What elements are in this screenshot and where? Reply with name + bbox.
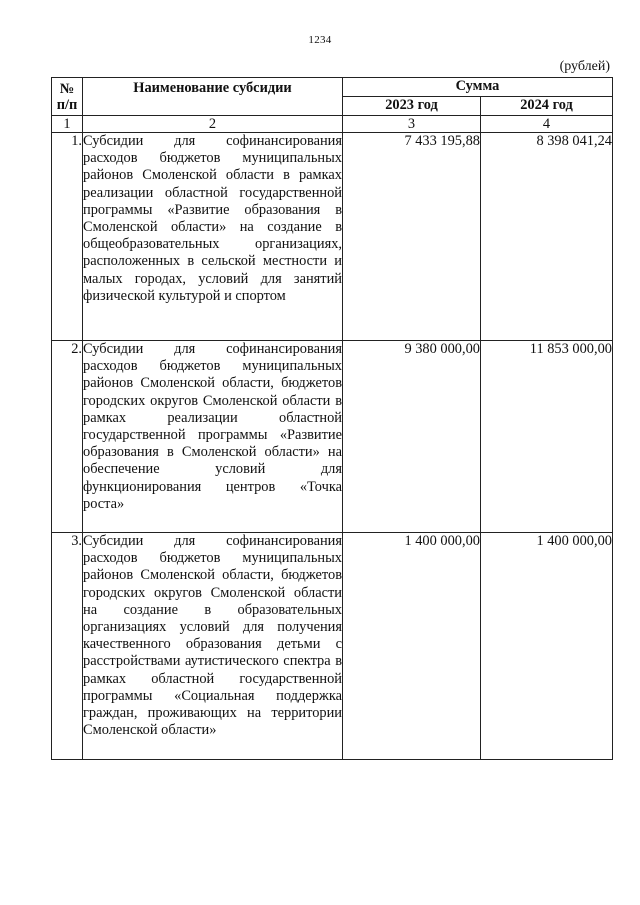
column-index: 4 — [481, 116, 613, 133]
header-sum: Сумма — [343, 78, 613, 97]
header-year-2023: 2023 год — [343, 97, 481, 116]
amount-2024: 11 853 000,00 — [481, 341, 613, 533]
header-num: № п/п — [52, 78, 83, 116]
row-number: 1. — [52, 133, 83, 341]
amount-2023: 9 380 000,00 — [343, 341, 481, 533]
table-row — [52, 533, 613, 760]
header-year-2024: 2024 год — [481, 97, 613, 116]
amount-2023: 1 400 000,00 — [343, 533, 481, 760]
table-row — [52, 133, 613, 341]
amount-2023: 7 433 195,88 — [343, 133, 481, 341]
column-index-row — [52, 116, 613, 133]
header-name: Наименование субсидии — [83, 78, 343, 116]
units-label: (рублей) — [559, 59, 610, 74]
subsidy-name: Субсидии для софинансирования расходов бюджетов муниципальных районов Смоленской области, бюджетов городских округов Смоленской области в рамках реализации областной государственной программы «Развитие образования в Смоленской области» на обеспечение условий для функционирования центров «Точка роста» — [83, 341, 343, 533]
column-index: 2 — [83, 116, 343, 133]
column-index: 3 — [343, 116, 481, 133]
row-number: 3. — [52, 533, 83, 760]
subsidy-name: Субсидии для софинансирования расходов бюджетов муниципальных районов Смоленской области, бюджетов городских округов Смоленской области на создание в образовательных организациях условий для получения качественного образования детьми с расстройствами аутистического спектра в рамках областной государственной программы «Социальная поддержка граждан, проживающих на территории Смоленской области» — [83, 533, 343, 760]
row-number: 2. — [52, 341, 83, 533]
page-number: 1234 — [308, 34, 332, 46]
table-row — [52, 341, 613, 533]
amount-2024: 1 400 000,00 — [481, 533, 613, 760]
column-index: 1 — [52, 116, 83, 133]
table-header-row — [52, 78, 613, 97]
amount-2024: 8 398 041,24 — [481, 133, 613, 341]
subsidy-name: Субсидии для софинансирования расходов бюджетов муниципальных районов Смоленской области в рамках реализации областной государственной программы «Развитие образования в Смоленской области» на создание в общеобразовательных организациях, расположенных в сельской местности и малых городах, условий для занятий физической культурой и спортом — [83, 133, 343, 341]
subsidy-table — [51, 77, 613, 760]
